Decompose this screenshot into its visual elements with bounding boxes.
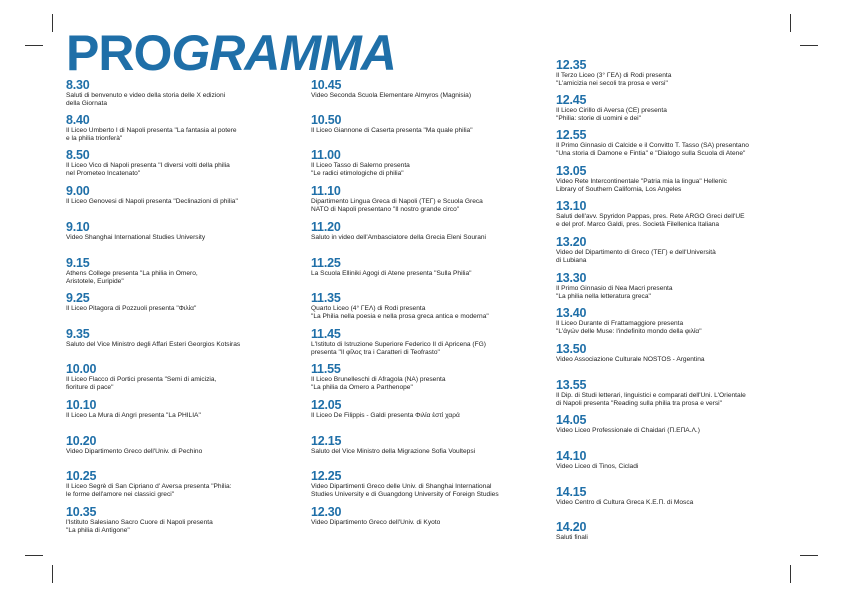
item-text: Video Shanghai International Studies University — [66, 234, 206, 241]
program-item — [556, 379, 818, 408]
program-item — [311, 257, 543, 278]
item-text: Il Liceo Tasso di Salerno presenta "Le radici etimologiche di philia" — [311, 162, 410, 178]
item-text: Il Liceo Brunelleschi di Afragola (NA) presenta "La philia da Omero a Parthenope" — [311, 376, 446, 392]
item-time: 12.55 — [556, 128, 587, 142]
program-item — [311, 399, 543, 420]
item-time: 11.10 — [311, 184, 341, 198]
item-text: Il Liceo Cirillo di Aversa (CE) presenta "Philia: storie di uomini e dei" — [556, 107, 667, 123]
item-time: 11.35 — [311, 291, 341, 305]
item-time: 8.50 — [66, 148, 90, 162]
item-text: Saluti di benvenuto e video della storia delle X edizioni della Giornata — [66, 92, 226, 108]
item-time: 12.05 — [311, 398, 342, 412]
item-text: Il Terzo Liceo (3° ΓΕΛ) di Rodi presenta "L'amicizia nei secoli tra prosa e versi" — [556, 72, 672, 88]
program-item — [66, 221, 298, 242]
program-item — [311, 292, 543, 321]
item-text: Video Associazione Culturale NOSTOS - Argentina — [556, 356, 705, 363]
item-text: Saluti dell'avv. Spyridon Pappas, pres. Rete ARGO Greci dell'UE e del prof. Marco Galdi, pres. Società Filellenica Italiana — [556, 213, 745, 229]
program-item — [311, 435, 543, 456]
item-time: 14.20 — [556, 520, 587, 534]
program-item — [66, 185, 298, 206]
item-time: 11.25 — [311, 256, 341, 270]
item-time: 13.50 — [556, 342, 587, 356]
crop-mark — [790, 565, 791, 583]
program-item — [556, 94, 818, 123]
item-time: 10.45 — [311, 78, 342, 92]
crop-mark — [800, 45, 818, 46]
item-text: Il Liceo Segrè di San Cipriano d' Aversa presenta "Philia: le forme dell'amore nei classici greci" — [66, 483, 232, 499]
item-time: 11.20 — [311, 220, 341, 234]
program-item — [66, 292, 298, 313]
title-part-1: PRO — [66, 25, 172, 81]
item-time: 10.20 — [66, 434, 97, 448]
crop-mark — [25, 555, 43, 556]
item-text: Video del Dipartimento di Greco (ΤΕΓ) e dell'Università di Lubiana — [556, 249, 716, 265]
program-item — [311, 221, 543, 242]
item-text: Il Liceo Flacco di Portici presenta "Semi di amicizia, fioriture di pace" — [66, 376, 217, 392]
page-title — [66, 25, 396, 81]
item-text: Video Rete Intercontinentale "Patria mia la lingua" Hellenic Library of Southern California, Los Angeles — [556, 178, 727, 194]
program-item — [556, 307, 818, 336]
item-text: Quarto Liceo (4° ΓΕΛ) di Rodi presenta "La Philia nella poesia e nella prosa greca antica e moderna" — [311, 305, 489, 321]
item-time: 9.00 — [66, 184, 90, 198]
item-text: Il Dip. di Studi letterari, linguistici e comparati dell'Uni. L'Orientale di Napoli presenta "Reading sulla philia tra prosa e versi" — [556, 392, 746, 408]
item-time: 10.00 — [66, 362, 97, 376]
crop-mark — [800, 555, 818, 556]
item-time: 13.40 — [556, 306, 587, 320]
program-item — [311, 114, 543, 135]
program-item — [556, 236, 818, 265]
item-time: 9.35 — [66, 327, 90, 341]
item-text: Il Primo Ginnasio di Nea Macri presenta "La philia nella letteratura greca" — [556, 285, 673, 301]
program-item — [556, 200, 818, 229]
item-time: 13.55 — [556, 378, 587, 392]
item-time: 12.25 — [311, 469, 342, 483]
program-item — [556, 521, 818, 542]
item-text: Il Liceo De Filippis - Galdi presenta Φιλία ἐστὶ χαρά — [311, 412, 460, 419]
item-text: Video Centro di Cultura Greca K.E.Π. di Mosca — [556, 499, 694, 506]
item-text: Video Dipartimento Greco dell'Univ. di Kyoto — [311, 519, 441, 526]
item-text: Il Liceo Vico di Napoli presenta "I diversi volti della philia nel Prometeo Incatenato" — [66, 162, 230, 178]
crop-mark — [52, 565, 53, 583]
item-text: Il Primo Ginnasio di Calcide e il Convitto T. Tasso (SA) presentano "Una storia di Damone e Fintia" e "Dialogo sulla Scuola di Atene" — [556, 142, 749, 158]
program-item — [311, 470, 543, 499]
item-text: Il Liceo Durante di Frattamaggiore presenta "L'ἀγών delle Muse: l'indefinito mondo della φιλία" — [556, 320, 702, 336]
item-text: L'Istituto di Istruzione Superiore Federico II di Apricena (FG) presenta "Il φίλος tra i Caratteri di Teofrasto" — [311, 341, 486, 357]
item-text: Athens College presenta "La philia in Omero, Aristotele, Euripide" — [66, 270, 198, 286]
item-text: Saluti finali — [556, 534, 588, 541]
item-text: La Scuola Elliniki Agogi di Atene presenta "Sulla Philia" — [311, 270, 472, 277]
item-time: 12.45 — [556, 93, 587, 107]
program-item — [556, 343, 818, 364]
program-item — [66, 399, 298, 420]
program-item — [556, 414, 818, 435]
item-time: 13.10 — [556, 199, 587, 213]
item-text: Video Liceo di Tinos, Cicladi — [556, 463, 639, 470]
program-item — [556, 165, 818, 194]
item-time: 10.50 — [311, 113, 342, 127]
item-time: 9.15 — [66, 256, 90, 270]
program-item — [311, 328, 543, 357]
program-item — [556, 129, 818, 158]
item-time: 12.15 — [311, 434, 342, 448]
item-text: Video Liceo Professionale di Chaidari (Π.ΕΠΑ.Λ.) — [556, 427, 700, 434]
item-time: 14.05 — [556, 413, 587, 427]
item-time: 14.10 — [556, 449, 587, 463]
item-time: 11.45 — [311, 327, 341, 341]
item-text: Saluto del Vice Ministro della Migrazione Sofia Voultepsi — [311, 448, 476, 455]
crop-mark — [25, 45, 43, 46]
program-item — [66, 328, 298, 349]
item-time: 10.25 — [66, 469, 97, 483]
item-time: 9.10 — [66, 220, 90, 234]
item-text: Dipartimento Lingua Greca di Napoli (ΤΕΓ) e Scuola Greca NATO di Napoli presentano "Il nostro grande circo" — [311, 198, 483, 214]
item-time: 9.25 — [66, 291, 90, 305]
program-item — [66, 114, 298, 143]
item-text: Il Liceo Umberto I di Napoli presenta "La fantasia al potere e la philia trionferà" — [66, 127, 237, 143]
crop-mark — [52, 14, 53, 32]
crop-mark — [790, 14, 791, 32]
item-text: Il Liceo Pitagora di Pozzuoli presenta "Φιλία" — [66, 305, 197, 312]
program-item — [311, 185, 543, 214]
item-text: Il Liceo Genovesi di Napoli presenta "Declinazioni di philia" — [66, 198, 238, 205]
program-item — [311, 363, 543, 392]
item-time: 12.35 — [556, 58, 587, 72]
program-item — [311, 79, 543, 100]
item-time: 14.15 — [556, 485, 587, 499]
program-item — [311, 149, 543, 178]
item-time: 8.40 — [66, 113, 90, 127]
item-time: 12.30 — [311, 505, 342, 519]
program-item — [311, 506, 543, 527]
program-item — [66, 149, 298, 178]
item-time: 10.10 — [66, 398, 97, 412]
program-item — [66, 79, 298, 108]
program-item — [66, 435, 298, 456]
program-item — [556, 59, 818, 88]
program-item — [66, 470, 298, 499]
item-text: Video Dipartimento Greco dell'Univ. di Pechino — [66, 448, 203, 455]
program-item — [66, 363, 298, 392]
item-time: 13.20 — [556, 235, 587, 249]
program-item — [556, 486, 818, 507]
program-item — [556, 272, 818, 301]
item-text: Il Liceo La Mura di Angri presenta "La PHILIA" — [66, 412, 201, 419]
item-time: 13.05 — [556, 164, 587, 178]
item-text: Saluto del Vice Ministro degli Affari Esteri Georgios Kotsiras — [66, 341, 241, 348]
item-time: 8.30 — [66, 78, 90, 92]
item-text: Video Seconda Scuola Elementare Almyros (Magnisia) — [311, 92, 472, 99]
program-item — [66, 257, 298, 286]
item-time: 13.30 — [556, 271, 587, 285]
program-item — [66, 506, 298, 535]
item-time: 11.55 — [311, 362, 341, 376]
item-text: l'Istituto Salesiano Sacro Cuore di Napoli presenta "La philia di Antigone" — [66, 519, 213, 535]
item-time: 11.00 — [311, 148, 341, 162]
item-time: 10.35 — [66, 505, 97, 519]
item-text: Video Dipartimenti Greco delle Univ. di Shanghai International Studies University e di Guangdong University of Foreign Studies — [311, 483, 499, 499]
item-text: Saluto in video dell'Ambasciatore della Grecia Eleni Sourani — [311, 234, 486, 241]
title-part-2: GRAMMA — [171, 25, 396, 81]
program-item — [556, 450, 818, 471]
item-text: Il Liceo Giannone di Caserta presenta "Ma quale philia" — [311, 127, 473, 134]
